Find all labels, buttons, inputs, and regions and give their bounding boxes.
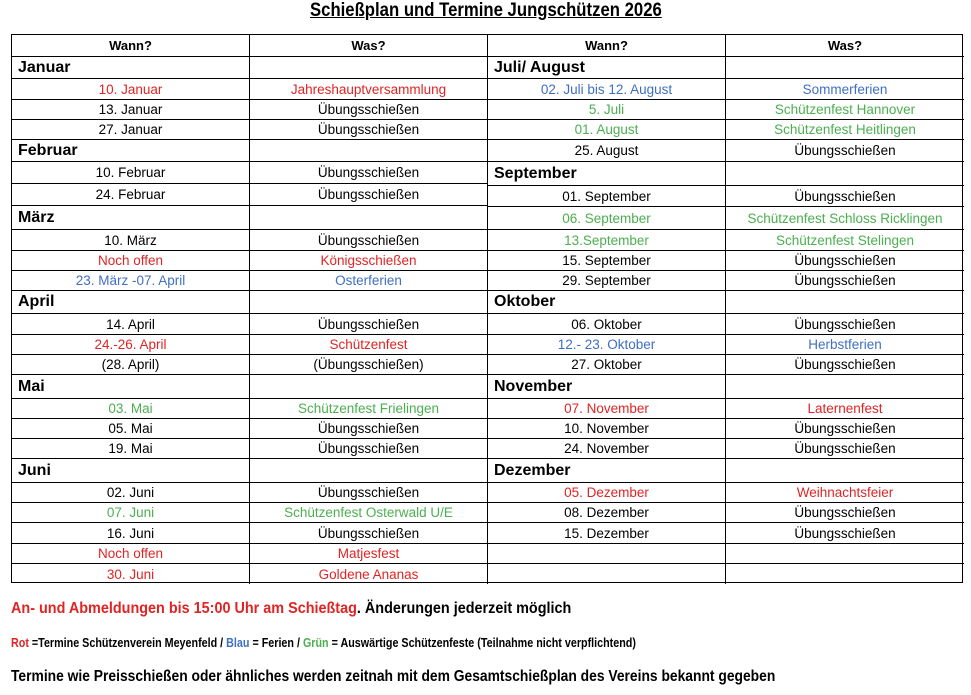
event-row bbox=[488, 399, 964, 419]
event-date: 10. November bbox=[488, 419, 726, 438]
event-name: Übungsschießen bbox=[250, 483, 488, 502]
event-row bbox=[12, 120, 488, 140]
event-name: Weihnachtsfeier bbox=[796, 485, 894, 500]
month-label: Februar bbox=[12, 140, 250, 161]
event-row bbox=[12, 100, 488, 120]
legend-red-label: Rot bbox=[11, 636, 29, 650]
event-row bbox=[12, 503, 488, 523]
event-date: 10. Januar bbox=[12, 79, 250, 99]
month-row bbox=[12, 57, 488, 79]
empty-cell bbox=[726, 162, 964, 185]
column-header-when: Wann? bbox=[488, 35, 726, 56]
event-row bbox=[488, 271, 964, 291]
empty-cell bbox=[726, 57, 964, 78]
empty-cell bbox=[250, 459, 488, 482]
event-row bbox=[12, 355, 488, 375]
event-row bbox=[12, 523, 488, 544]
event-name: Königsschießen bbox=[250, 251, 488, 270]
event-date: 07. November bbox=[488, 399, 726, 418]
event-date: 01. August bbox=[488, 120, 726, 139]
event-row bbox=[488, 314, 964, 335]
event-row bbox=[12, 564, 488, 584]
event-date: 14. April bbox=[12, 314, 250, 334]
event-name bbox=[726, 544, 964, 563]
event-name: Übungsschießen bbox=[250, 230, 488, 250]
month-row bbox=[12, 459, 488, 483]
event-date: 08. Dezember bbox=[488, 503, 726, 522]
month-row bbox=[12, 140, 488, 162]
event-name: Übungsschießen bbox=[250, 100, 488, 119]
month-label: Mai bbox=[12, 375, 250, 398]
event-name: Schützenfest bbox=[250, 335, 488, 354]
event-date: 19. Mai bbox=[12, 439, 250, 458]
event-date: 15. Dezember bbox=[488, 523, 726, 543]
month-row bbox=[488, 459, 964, 483]
event-row bbox=[12, 483, 488, 503]
legend-blue-text: = Ferien / bbox=[249, 636, 303, 650]
event-date: 07. Juni bbox=[12, 503, 250, 522]
event-date: 15. September bbox=[488, 251, 726, 270]
event-name: Laternenfest bbox=[807, 401, 883, 416]
event-date: 02. Juni bbox=[12, 483, 250, 502]
month-label: März bbox=[12, 206, 250, 229]
schedule-table bbox=[11, 34, 963, 583]
event-row bbox=[488, 564, 964, 584]
color-legend bbox=[11, 636, 961, 650]
event-date: 27. Oktober bbox=[488, 355, 726, 374]
month-label: Oktober bbox=[488, 291, 726, 313]
event-row bbox=[12, 79, 488, 100]
event-date: 16. Juni bbox=[12, 523, 250, 543]
event-row bbox=[488, 335, 964, 355]
event-row bbox=[12, 184, 488, 206]
event-row bbox=[488, 79, 964, 100]
event-date: 02. Juli bis 12. August bbox=[488, 79, 726, 99]
event-date: 13. Januar bbox=[12, 100, 250, 119]
event-date: 10. Februar bbox=[12, 162, 250, 183]
changes-note: . Änderungen jederzeit möglich bbox=[356, 600, 572, 617]
empty-cell bbox=[250, 291, 488, 313]
event-row bbox=[488, 483, 964, 503]
schedule-second-half bbox=[488, 35, 964, 584]
event-name: Übungsschießen bbox=[250, 184, 488, 205]
event-row bbox=[12, 271, 488, 291]
event-row bbox=[12, 335, 488, 355]
event-name: Übungsschießen bbox=[794, 316, 896, 332]
empty-cell bbox=[726, 375, 964, 398]
footer-note: Termine wie Preisschießen oder ähnliches werden zeitnah mit dem Gesamtschießplan des Vereins bekannt gegeben bbox=[11, 668, 776, 685]
month-row bbox=[488, 375, 964, 399]
column-header-what: Was? bbox=[250, 35, 488, 56]
event-name: Übungsschießen bbox=[250, 523, 488, 543]
schedule-first-half bbox=[12, 35, 488, 584]
event-date: 27. Januar bbox=[12, 120, 250, 139]
month-row bbox=[12, 375, 488, 399]
event-date: 24.-26. April bbox=[12, 335, 250, 354]
event-row bbox=[488, 503, 964, 523]
month-row bbox=[488, 162, 964, 186]
legend-red-text: =Termine Schützenverein Meyenfeld / bbox=[28, 636, 227, 650]
event-row bbox=[488, 544, 964, 564]
event-name: Schützenfest Stelingen bbox=[775, 232, 915, 248]
event-date: 06. September bbox=[488, 207, 726, 229]
event-row bbox=[488, 207, 964, 230]
empty-cell bbox=[250, 206, 488, 229]
month-row bbox=[488, 57, 964, 79]
event-date: Noch offen bbox=[12, 544, 250, 563]
event-date: 05. Mai bbox=[12, 419, 250, 438]
event-date: 10. März bbox=[12, 230, 250, 250]
month-label: Juli/ August bbox=[488, 57, 726, 78]
event-name: Übungsschießen bbox=[794, 273, 896, 288]
event-date bbox=[488, 564, 726, 584]
event-date: 5. Juli bbox=[488, 100, 726, 119]
event-name: Übungsschießen bbox=[794, 525, 896, 541]
column-header-what: Was? bbox=[827, 38, 863, 53]
event-name bbox=[726, 564, 964, 584]
empty-cell bbox=[250, 375, 488, 398]
event-row bbox=[488, 120, 964, 140]
legend-blue-label: Blau bbox=[226, 636, 250, 650]
month-label: Dezember bbox=[488, 459, 726, 482]
event-row bbox=[488, 439, 964, 459]
event-name: Übungsschießen bbox=[794, 188, 896, 204]
event-row bbox=[488, 251, 964, 271]
event-row bbox=[12, 419, 488, 439]
event-date: 23. März -07. April bbox=[12, 271, 250, 290]
event-date: 25. August bbox=[488, 140, 726, 161]
event-name: Übungsschießen bbox=[250, 314, 488, 334]
event-name: Übungsschießen bbox=[794, 505, 896, 520]
event-name: Übungsschießen bbox=[794, 253, 896, 268]
table-header-row bbox=[488, 35, 964, 57]
event-row bbox=[488, 100, 964, 120]
event-date: (28. April) bbox=[12, 355, 250, 374]
event-name: Übungsschießen bbox=[794, 143, 896, 158]
event-name: Matjesfest bbox=[250, 544, 488, 563]
event-date: 30. Juni bbox=[12, 564, 250, 584]
event-date: 05. Dezember bbox=[488, 483, 726, 502]
event-name: Osterferien bbox=[250, 271, 488, 290]
event-date: 24. November bbox=[488, 439, 726, 458]
event-name: Übungsschießen bbox=[250, 120, 488, 139]
event-row bbox=[12, 251, 488, 271]
empty-cell bbox=[250, 140, 488, 161]
month-row bbox=[12, 291, 488, 314]
column-header-when: Wann? bbox=[12, 35, 250, 56]
legend-green-text: = Auswärtige Schützenfeste (Teilnahme nicht verpflichtend) bbox=[328, 636, 636, 650]
event-row bbox=[488, 186, 964, 207]
event-name: Schützenfest Osterwald U/E bbox=[250, 503, 488, 522]
event-date: 12.- 23. Oktober bbox=[488, 335, 726, 354]
event-name: Schützenfest Heitlingen bbox=[774, 122, 916, 137]
event-date: Noch offen bbox=[12, 251, 250, 270]
event-row bbox=[12, 230, 488, 251]
table-header-row bbox=[12, 35, 488, 57]
event-row bbox=[12, 439, 488, 459]
event-name: Übungsschießen bbox=[250, 439, 488, 458]
event-name: Goldene Ananas bbox=[250, 564, 488, 584]
event-name: Schützenfest Frielingen bbox=[250, 399, 488, 418]
event-name: Übungsschießen bbox=[794, 357, 896, 372]
event-date: 29. September bbox=[488, 271, 726, 290]
event-row bbox=[488, 419, 964, 439]
empty-cell bbox=[726, 459, 964, 482]
event-row bbox=[12, 544, 488, 564]
month-label: Januar bbox=[12, 57, 250, 78]
event-name: Schützenfest Schloss Ricklingen bbox=[747, 210, 943, 226]
event-row bbox=[12, 399, 488, 419]
event-name: Jahreshauptversammlung bbox=[250, 79, 488, 99]
event-name: Übungsschießen bbox=[250, 162, 488, 183]
empty-cell bbox=[250, 57, 488, 78]
registration-note bbox=[11, 600, 961, 618]
event-date bbox=[488, 544, 726, 563]
event-name: (Übungsschießen) bbox=[250, 355, 488, 374]
event-row bbox=[488, 140, 964, 162]
month-label: November bbox=[488, 375, 726, 398]
event-name: Übungsschießen bbox=[250, 419, 488, 438]
month-row bbox=[488, 291, 964, 314]
month-row bbox=[12, 206, 488, 230]
event-row bbox=[488, 355, 964, 375]
page-title: Schießplan und Termine Jungschützen 2026 bbox=[309, 0, 662, 21]
month-label: April bbox=[12, 291, 250, 313]
month-label: September bbox=[488, 162, 726, 185]
event-row bbox=[488, 230, 964, 251]
registration-deadline: An- und Abmeldungen bis 15:00 Uhr am Schießtag bbox=[11, 600, 357, 617]
event-row bbox=[488, 523, 964, 544]
event-row bbox=[12, 314, 488, 335]
event-date: 06. Oktober bbox=[488, 314, 726, 334]
event-date: 03. Mai bbox=[12, 399, 250, 418]
event-name: Übungsschießen bbox=[794, 421, 896, 436]
event-name: Schützenfest Hannover bbox=[774, 102, 916, 117]
event-date: 13.September bbox=[488, 230, 726, 250]
empty-cell bbox=[726, 291, 964, 313]
event-row bbox=[12, 162, 488, 184]
legend-green-label: Grün bbox=[302, 636, 329, 650]
event-name: Herbstferien bbox=[808, 337, 882, 352]
event-name: Übungsschießen bbox=[794, 441, 896, 456]
event-name: Sommerferien bbox=[802, 81, 888, 97]
event-date: 01. September bbox=[488, 186, 726, 206]
event-date: 24. Februar bbox=[12, 184, 250, 205]
month-label: Juni bbox=[12, 459, 250, 482]
